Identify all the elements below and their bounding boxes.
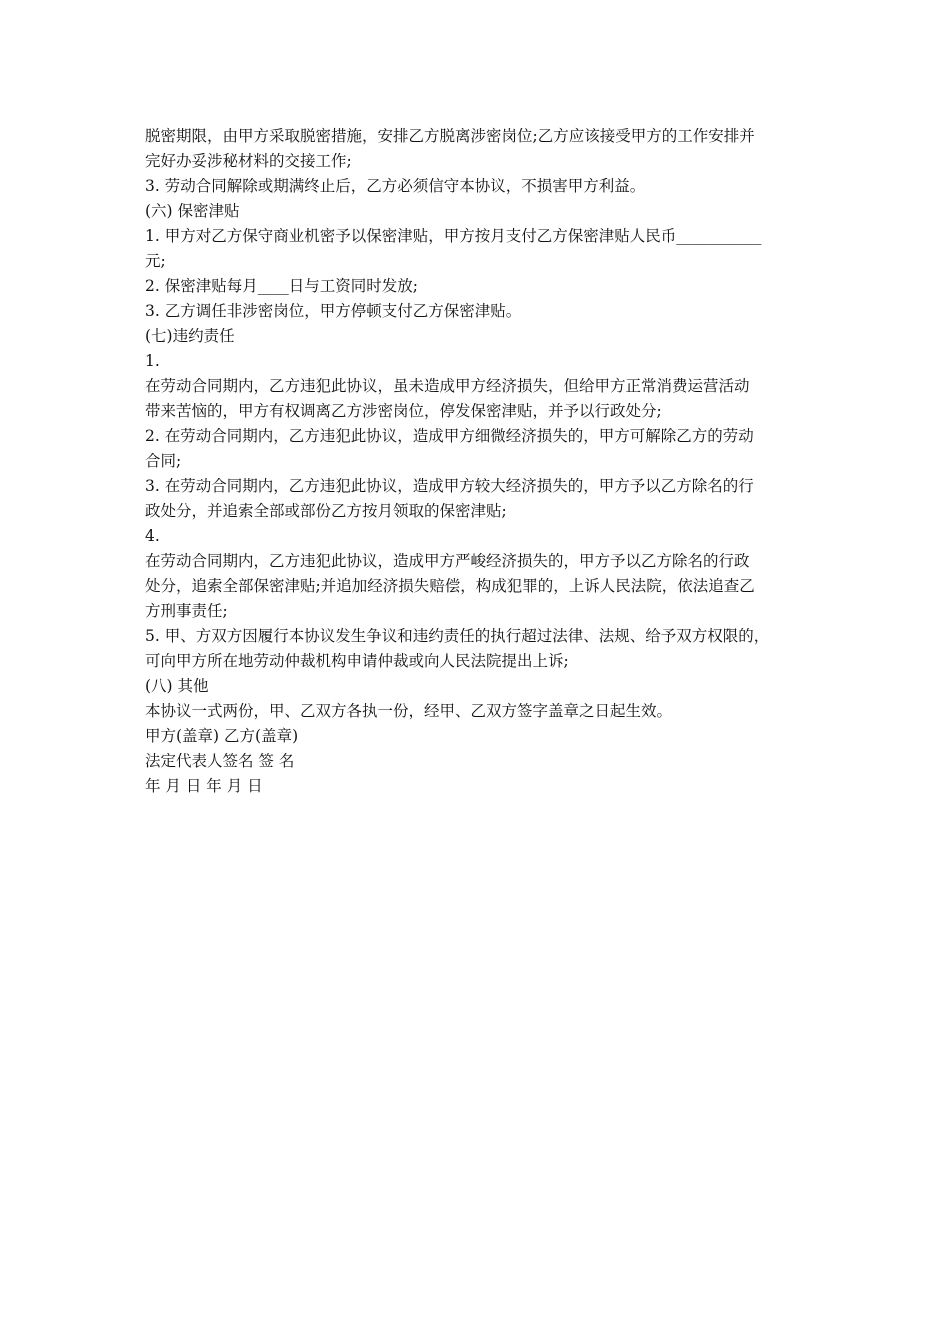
text-line-7: 2. 保密津贴每月____日与工资同时发放; bbox=[145, 277, 418, 295]
text-line-13: 2. 在劳动合同期内，乙方违犯此协议，造成甲方细微经济损失的，甲方可解除乙方的劳动 bbox=[145, 427, 754, 445]
text-line-20: 方刑事责任; bbox=[145, 602, 228, 620]
text-line-12: 带来苦恼的，甲方有权调离乙方涉密岗位，停发保密津贴，并予以行政处分; bbox=[145, 402, 662, 420]
text-line-3: 3. 劳动合同解除或期满终止后，乙方必须信守本协议，不损害甲方利益。 bbox=[145, 177, 646, 195]
text-line-1: 脱密期限，由甲方采取脱密措施，安排乙方脱离涉密岗位;乙方应该接受甲方的工作安排并 bbox=[145, 127, 755, 145]
text-line-17: 4. bbox=[145, 527, 160, 545]
text-line-14: 合同; bbox=[145, 452, 182, 470]
signature-date-line: 年 月 日 年 月 日 bbox=[145, 777, 263, 795]
section-heading-other: (八) 其他 bbox=[145, 677, 209, 695]
text-line-22: 可向甲方所在地劳动仲裁机构申请仲裁或向人民法院提出上诉; bbox=[145, 652, 569, 670]
text-line-6: 元; bbox=[145, 252, 166, 270]
section-heading-allowance: (六) 保密津贴 bbox=[145, 202, 240, 220]
text-line-15: 3. 在劳动合同期内，乙方违犯此协议，造成甲方较大经济损失的，甲方予以乙方除名的行 bbox=[145, 477, 754, 495]
text-line-16: 政处分，并追索全部或部份乙方按月领取的保密津贴; bbox=[145, 502, 507, 520]
document-body bbox=[145, 124, 815, 799]
signature-parties-line: 甲方(盖章) 乙方(盖章) bbox=[145, 727, 299, 745]
text-line-18: 在劳动合同期内，乙方违犯此协议，造成甲方严峻经济损失的，甲方予以乙方除名的行政 bbox=[145, 552, 750, 570]
text-line-21: 5. 甲、方双方因履行本协议发生争议和违约责任的执行超过法律、法规、给予双方权限的， bbox=[145, 627, 770, 645]
text-line-8: 3. 乙方调任非涉密岗位，甲方停顿支付乙方保密津贴。 bbox=[145, 302, 522, 320]
text-line-24: 本协议一式两份，甲、乙双方各执一份，经甲、乙双方签字盖章之日起生效。 bbox=[145, 702, 673, 720]
signature-names-line: 法定代表人签名 签 名 bbox=[145, 752, 295, 770]
section-heading-liability: (七)违约责任 bbox=[145, 327, 235, 345]
text-line-19: 处分，追索全部保密津贴;并追加经济损失赔偿，构成犯罪的，上诉人民法院，依法追查乙 bbox=[145, 577, 755, 595]
text-line-11: 在劳动合同期内，乙方违犯此协议，虽未造成甲方经济损失，但给甲方正常消费运营活动 bbox=[145, 377, 750, 395]
text-line-2: 完好办妥涉秘材料的交接工作; bbox=[145, 152, 352, 170]
text-line-10: 1. bbox=[145, 352, 160, 370]
text-line-5: 1. 甲方对乙方保守商业机密予以保密津贴，甲方按月支付乙方保密津贴人民币___________ bbox=[145, 227, 762, 245]
